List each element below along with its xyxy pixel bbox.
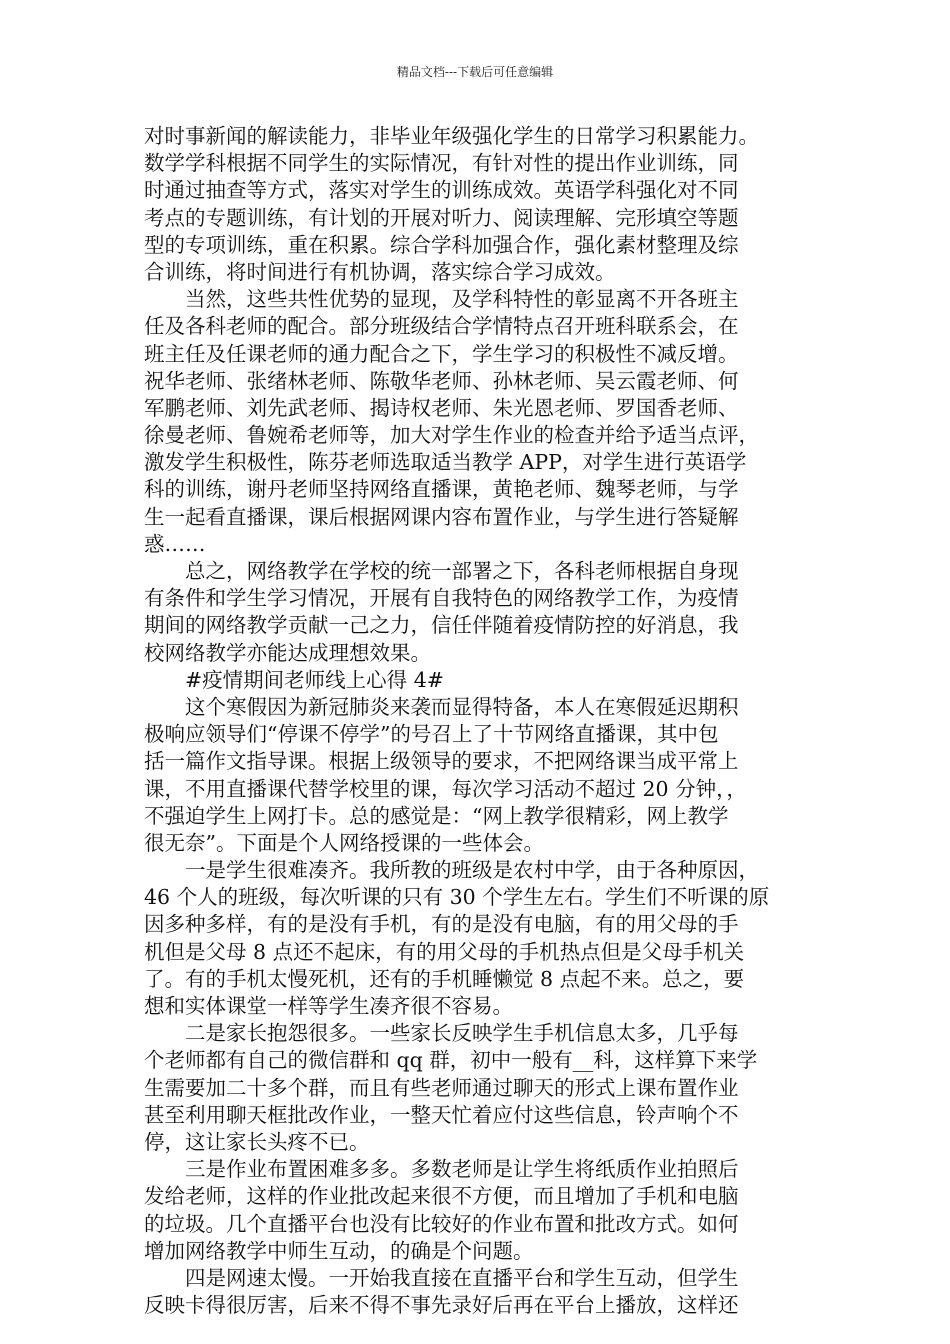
text-line: 个老师都有自己的微信群和 qq 群，初中一般有__科，这样算下来学 xyxy=(144,1048,758,1073)
text-line: #疫情期间老师线上心得 4# xyxy=(185,667,444,692)
text-line: 不强迫学生上网打卡。总的感觉是：“网上教学很精彩，网上教学 xyxy=(144,803,729,828)
text-line: 甚至利用聊天框批改作业，一整天忙着应付这些信息，铃声响个不 xyxy=(144,1102,739,1127)
text-line: 停，这让家长头疼不已。 xyxy=(144,1129,370,1154)
text-line: 总之，网络教学在学校的统一部署之下，各科老师根据自身现 xyxy=(185,559,739,583)
text-line: 极响应领导们“停课不停学”的号召上了十节网络直播课，其中包 xyxy=(144,722,719,747)
text-line: 的垃圾。几个直播平台也没有比较好的作业布置和批改方式。如何 xyxy=(144,1211,739,1236)
text-line: 括一篇作文指导课。根据上级领导的要求，不把网络课当成平常上 xyxy=(144,749,739,774)
text-line: 数学学科根据不同学生的实际情况，有针对性的提出作业训练，同 xyxy=(144,151,739,176)
text-line: 了。有的手机太慢死机，还有的手机睡懒觉 8 点起不来。总之，要 xyxy=(144,966,745,991)
text-line: 反映卡得很厉害，后来不得不事先录好后再在平台上播放，这样还 xyxy=(144,1293,739,1318)
text-line: 46 个人的班级，每次听课的只有 30 个学生左右。学生们不听课的原 xyxy=(144,885,770,910)
page-header: 精品文档---下载后可任意编辑 xyxy=(396,65,554,79)
text-line: 合训练，将时间进行有机协调，落实综合学习成效。 xyxy=(144,259,616,284)
text-line: 惑…… xyxy=(144,531,206,556)
text-line: 校网络教学亦能达成理想效果。 xyxy=(144,640,431,665)
text-line: 任及各科老师的配合。部分班级结合学情特点召开班科联系会，在 xyxy=(144,314,739,339)
text-line: 机但是父母 8 点还不起床，有的用父母的手机热点但是父母手机关 xyxy=(144,939,745,964)
text-line: 生需要加二十多个群，而且有些老师通过聊天的形式上课布置作业 xyxy=(144,1075,739,1100)
text-line: 徐曼老师、鲁婉希老师等，加大对学生作业的检查并给予适当点评， xyxy=(144,423,759,448)
text-line: 二是家长抱怨很多。一些家长反映学生手机信息太多，几乎每 xyxy=(185,1021,739,1046)
text-line: 增加网络教学中师生互动，的确是个问题。 xyxy=(144,1238,534,1263)
text-line: 激发学生积极性，陈芬老师选取适当教学 APP，对学生进行英语学 xyxy=(144,450,747,475)
text-line: 时通过抽查等方式，落实对学生的训练成效。英语学科强化对不同 xyxy=(144,178,739,203)
text-line: 班主任及任课老师的通力配合之下，学生学习的积极性不减反增。 xyxy=(144,341,739,366)
text-line: 对时事新闻的解读能力，非毕业年级强化学生的日常学习积累能力。 xyxy=(144,124,759,148)
text-line: 四是网速太慢。一开始我直接在直播平台和学生互动，但学生 xyxy=(185,1265,739,1290)
text-line: 生一起看直播课，课后根据网课内容布置作业，与学生进行答疑解 xyxy=(144,504,739,529)
text-line: 这个寒假因为新冠肺炎来袭而显得特备，本人在寒假延迟期积 xyxy=(185,694,739,719)
text-line: 军鹏老师、刘先武老师、揭诗权老师、朱光恩老师、罗国香老师、 xyxy=(144,395,739,420)
text-line: 想和实体课堂一样等学生凑齐很不容易。 xyxy=(144,994,513,1018)
text-line: 型的专项训练，重在积累。综合学科加强合作，强化素材整理及综 xyxy=(144,232,739,257)
text-line: 一是学生很难凑齐。我所教的班级是农村中学，由于各种原因， xyxy=(185,858,759,883)
text-line: 课，不用直播课代替学校里的课，每次学习活动不超过 20 分钟，， xyxy=(144,776,747,801)
text-line: 很无奈”。下面是个人网络授课的一些体会。 xyxy=(144,830,544,855)
text-line: 祝华老师、张绪林老师、陈敬华老师、孙林老师、吴云霞老师、何 xyxy=(144,368,739,393)
document-body xyxy=(144,123,808,1319)
text-line: 有条件和学生学习情况，开展有自我特色的网络教学工作，为疫情 xyxy=(144,586,739,611)
text-line: 三是作业布置困难多多。多数老师是让学生将纸质作业拍照后 xyxy=(185,1157,739,1182)
text-line: 当然，这些共性优势的显现，及学科特性的彰显离不开各班主 xyxy=(185,287,739,312)
text-line: 期间的网络教学贡献一己之力，信任伴随着疫情防控的好消息，我 xyxy=(144,613,739,638)
text-line: 发给老师，这样的作业批改起来很不方便，而且增加了手机和电脑 xyxy=(144,1184,739,1209)
text-line: 因多种多样，有的是没有手机，有的是没有电脑，有的用父母的手 xyxy=(144,912,739,937)
text-line: 科的训练，谢丹老师坚持网络直播课，黄艳老师、魏琴老师，与学 xyxy=(144,477,739,502)
text-line: 考点的专题训练，有计划的开展对听力、阅读理解、完形填空等题 xyxy=(144,205,739,230)
